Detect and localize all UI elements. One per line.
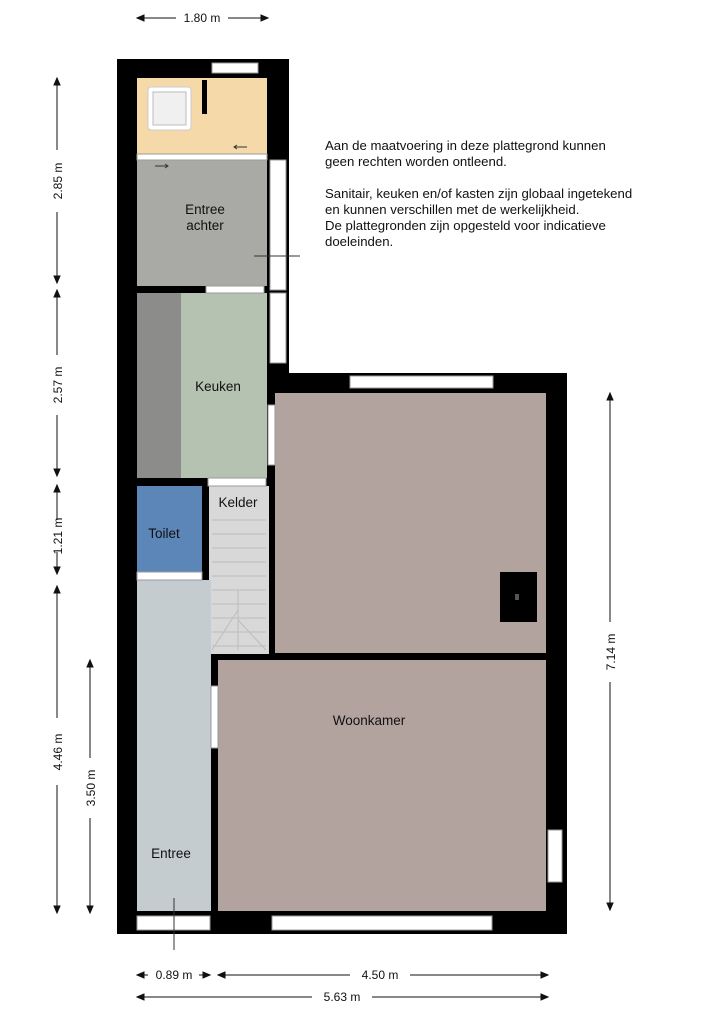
dim-left-3: 1.21 m [51, 517, 65, 555]
room-entree [137, 580, 211, 911]
room-kelder [209, 486, 269, 654]
dim-left-2: 2.57 m [51, 366, 65, 404]
door-storage[interactable] [137, 154, 267, 160]
window-woonkamer-right [548, 830, 562, 882]
window-woonkamer-top [350, 376, 493, 388]
dim-left-4: 4.46 m [51, 733, 65, 771]
washing-machine-door [153, 92, 186, 125]
door-woonkamer-entree[interactable] [211, 686, 218, 748]
label-toilet: Toilet [148, 526, 180, 541]
dim-right: 7.14 m [604, 633, 618, 671]
label-entree-achter-2: achter [186, 218, 224, 233]
dim-top-width: 1.80 m [183, 11, 221, 25]
label-entree-achter-1: Entree [185, 202, 225, 217]
dim-left-1: 2.85 m [51, 162, 65, 200]
dim-bottom-left: 0.89 m [155, 968, 193, 982]
door-toilet[interactable] [137, 572, 202, 580]
door-woonkamer-keuken[interactable] [268, 405, 275, 465]
window-top [212, 63, 258, 73]
disclaimer-line-2: Sanitair, keuken en/of kasten zijn globaal ingetekend en kunnen verschillen met de werkelijkheid. De plattegronden zijn opgesteld voor indicatieve doeleinden. [325, 186, 633, 249]
label-kelder: Kelder [218, 495, 258, 510]
kitchen-counter [137, 293, 181, 478]
label-woonkamer: Woonkamer [332, 713, 406, 728]
disclaimer-note [325, 138, 695, 266]
label-keuken: Keuken [195, 379, 241, 394]
room-woonkamer-lower [218, 660, 546, 911]
dim-bottom-total: 5.63 m [323, 990, 361, 1004]
door-keuken[interactable] [206, 286, 264, 293]
dim-bottom-right: 4.50 m [361, 968, 399, 982]
window-woonkamer-bottom [272, 916, 492, 930]
window-keuken-side [270, 293, 286, 363]
door-kelder[interactable] [208, 478, 266, 486]
dim-inner-left: 3.50 m [84, 769, 98, 807]
storage-partition [202, 80, 207, 114]
fireplace-grate [515, 594, 519, 600]
label-entree: Entree [151, 846, 191, 861]
window-entree-achter-side [270, 160, 286, 290]
disclaimer-line-1: Aan de maatvoering in deze plattegrond kunnen geen rechten worden ontleend. [325, 138, 606, 169]
